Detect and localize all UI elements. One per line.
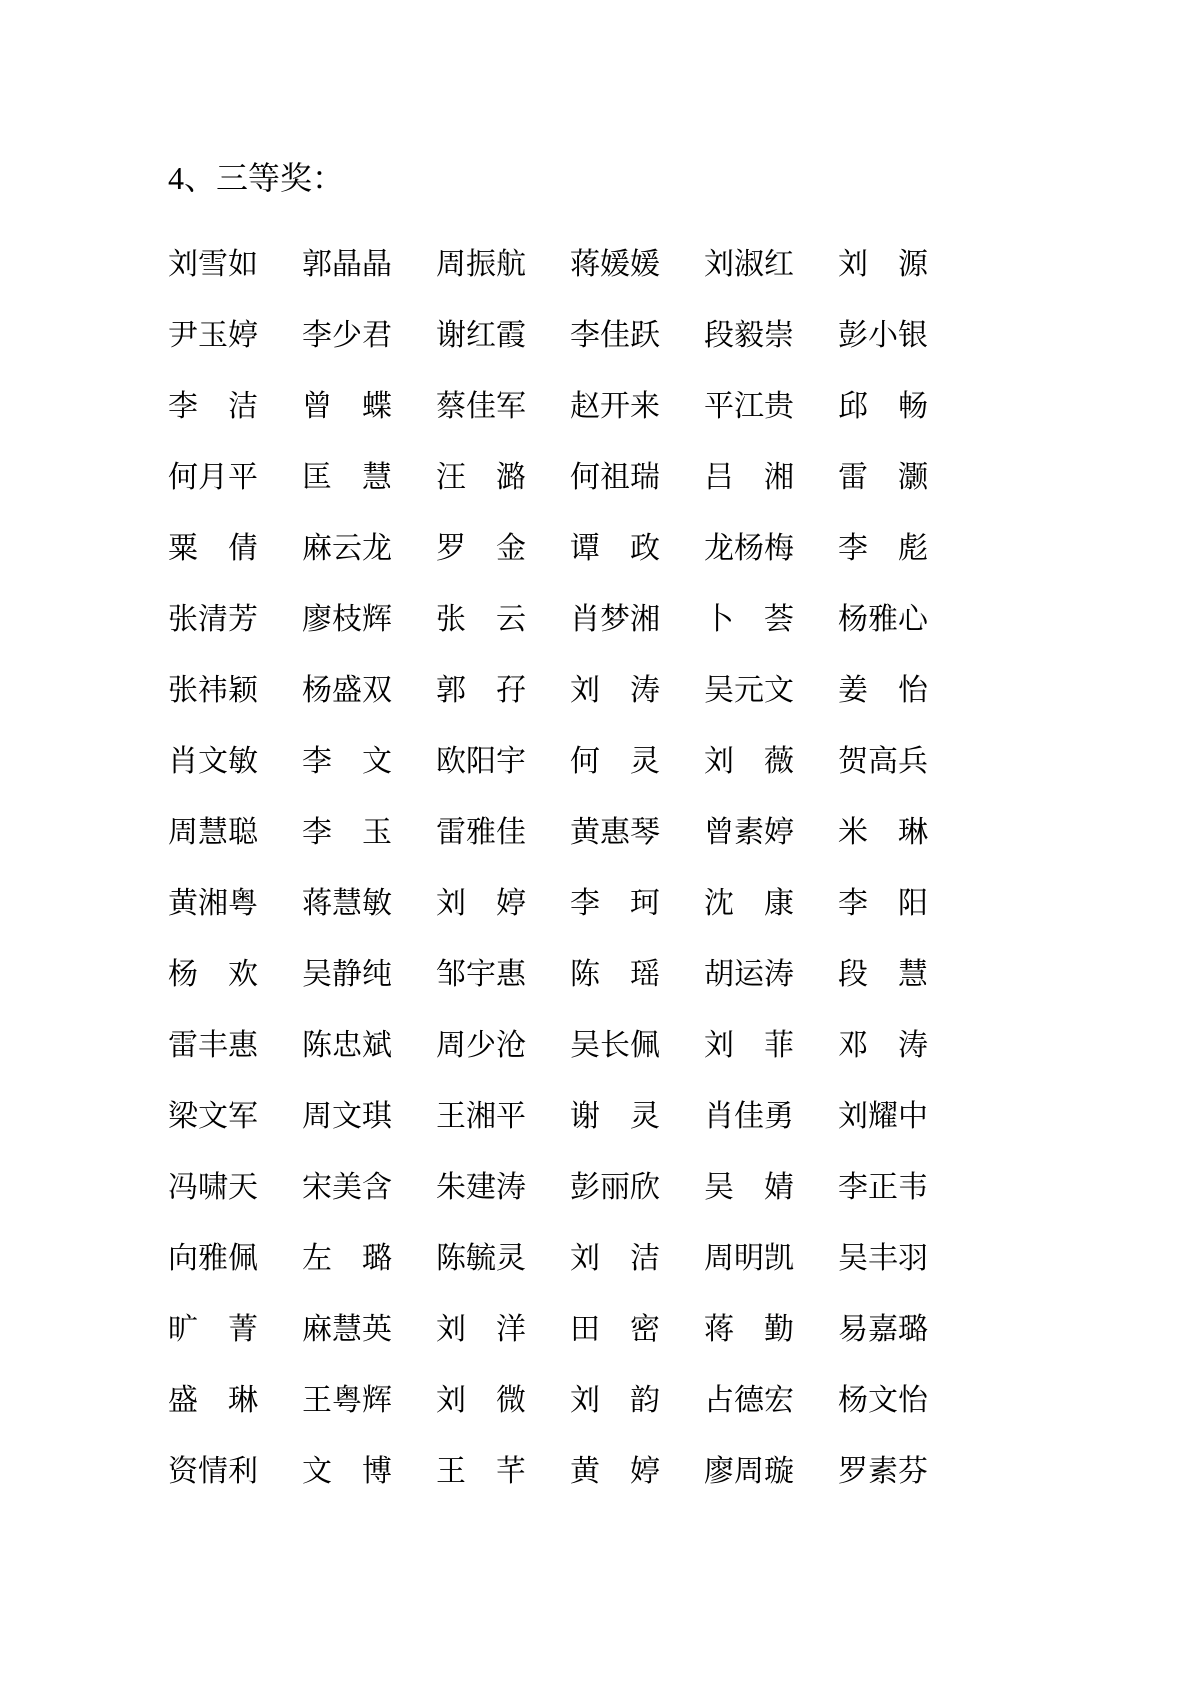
winner-name: 蒋媛媛 bbox=[570, 247, 660, 281]
section-title: 4、三等奖： bbox=[168, 160, 345, 196]
winner-name: 肖文敏 bbox=[168, 744, 258, 778]
winner-name: 刘 源 bbox=[838, 247, 928, 281]
winner-name: 陈 瑶 bbox=[570, 957, 660, 991]
winner-row bbox=[168, 296, 1091, 367]
winner-name: 吴 婧 bbox=[704, 1170, 794, 1204]
winner-name: 廖周璇 bbox=[704, 1454, 794, 1488]
winner-row bbox=[168, 225, 1091, 296]
winner-name: 李 玉 bbox=[302, 815, 392, 849]
winner-name: 吴长佩 bbox=[570, 1028, 660, 1062]
winner-name: 文 博 bbox=[302, 1454, 392, 1488]
winner-name: 廖枝辉 bbox=[302, 602, 392, 636]
winner-name: 李 文 bbox=[302, 744, 392, 778]
winner-name: 刘淑红 bbox=[704, 247, 794, 281]
winner-name: 刘 菲 bbox=[704, 1028, 794, 1062]
winner-row bbox=[168, 509, 1091, 580]
winner-row bbox=[168, 367, 1091, 438]
winner-name: 尹玉婷 bbox=[168, 318, 258, 352]
winner-name: 吴静纯 bbox=[302, 957, 392, 991]
winner-name: 麻云龙 bbox=[302, 531, 392, 565]
winner-name: 刘 洋 bbox=[436, 1312, 526, 1346]
winner-row bbox=[168, 1148, 1091, 1219]
winner-name: 杨 欢 bbox=[168, 957, 258, 991]
winner-row bbox=[168, 1219, 1091, 1290]
winner-row bbox=[168, 935, 1091, 1006]
winner-row bbox=[168, 438, 1091, 509]
winner-name: 李少君 bbox=[302, 318, 392, 352]
winner-name: 米 琳 bbox=[838, 815, 928, 849]
winner-name: 黄湘粤 bbox=[168, 886, 258, 920]
winner-row bbox=[168, 580, 1091, 651]
winner-name: 王粤辉 bbox=[302, 1383, 392, 1417]
winner-name: 曾 蝶 bbox=[302, 389, 392, 423]
winner-name: 郭 孖 bbox=[436, 673, 526, 707]
winner-name: 李 珂 bbox=[570, 886, 660, 920]
winner-name: 邱 畅 bbox=[838, 389, 928, 423]
winner-name: 谭 政 bbox=[570, 531, 660, 565]
winner-row bbox=[168, 651, 1091, 722]
winner-name: 占德宏 bbox=[704, 1383, 794, 1417]
winner-name: 王湘平 bbox=[436, 1099, 526, 1133]
winner-name: 郭晶晶 bbox=[302, 247, 392, 281]
winner-name: 李佳跃 bbox=[570, 318, 660, 352]
winner-name: 何 灵 bbox=[570, 744, 660, 778]
winner-name: 杨文怡 bbox=[838, 1383, 928, 1417]
winner-name: 李 洁 bbox=[168, 389, 258, 423]
winner-name: 姜 怡 bbox=[838, 673, 928, 707]
winner-name: 何月平 bbox=[168, 460, 258, 494]
winner-name: 蔡佳军 bbox=[436, 389, 526, 423]
winner-name: 刘 微 bbox=[436, 1383, 526, 1417]
winner-name: 刘 薇 bbox=[704, 744, 794, 778]
winner-name: 胡运涛 bbox=[704, 957, 794, 991]
winner-list bbox=[168, 225, 1091, 1503]
winner-name: 刘 洁 bbox=[570, 1241, 660, 1275]
winner-name: 谢红霞 bbox=[436, 318, 526, 352]
winner-name: 平江贵 bbox=[704, 389, 794, 423]
winner-row bbox=[168, 864, 1091, 935]
winner-name: 杨盛双 bbox=[302, 673, 392, 707]
winner-name: 沈 康 bbox=[704, 886, 794, 920]
winner-name: 蒋慧敏 bbox=[302, 886, 392, 920]
winner-name: 易嘉璐 bbox=[838, 1312, 928, 1346]
winner-name: 吴丰羽 bbox=[838, 1241, 928, 1275]
winner-row bbox=[168, 722, 1091, 793]
winner-name: 周少沧 bbox=[436, 1028, 526, 1062]
winner-row bbox=[168, 793, 1091, 864]
winner-name: 雷丰惠 bbox=[168, 1028, 258, 1062]
winner-name: 雷雅佳 bbox=[436, 815, 526, 849]
winner-name: 段 慧 bbox=[838, 957, 928, 991]
winner-name: 肖梦湘 bbox=[570, 602, 660, 636]
winner-name: 黄惠琴 bbox=[570, 815, 660, 849]
winner-name: 肖佳勇 bbox=[704, 1099, 794, 1133]
winner-name: 邓 涛 bbox=[838, 1028, 928, 1062]
winner-name: 赵开来 bbox=[570, 389, 660, 423]
winner-name: 蒋 勤 bbox=[704, 1312, 794, 1346]
winner-name: 邹宇惠 bbox=[436, 957, 526, 991]
winner-name: 曾素婷 bbox=[704, 815, 794, 849]
winner-row bbox=[168, 1361, 1091, 1432]
winner-name: 李 彪 bbox=[838, 531, 928, 565]
winner-name: 朱建涛 bbox=[436, 1170, 526, 1204]
winner-name: 张祎颖 bbox=[168, 673, 258, 707]
winner-name: 周振航 bbox=[436, 247, 526, 281]
winner-name: 李 阳 bbox=[838, 886, 928, 920]
winner-row bbox=[168, 1077, 1091, 1148]
winner-name: 冯啸天 bbox=[168, 1170, 258, 1204]
winner-name: 资情利 bbox=[168, 1454, 258, 1488]
winner-name: 旷 菁 bbox=[168, 1312, 258, 1346]
winner-name: 汪 潞 bbox=[436, 460, 526, 494]
winner-name: 段毅崇 bbox=[704, 318, 794, 352]
winner-name: 龙杨梅 bbox=[704, 531, 794, 565]
winner-name: 卜 荟 bbox=[704, 602, 794, 636]
winner-name: 吴元文 bbox=[704, 673, 794, 707]
winner-name: 刘雪如 bbox=[168, 247, 258, 281]
winner-name: 何祖瑞 bbox=[570, 460, 660, 494]
winner-row bbox=[168, 1290, 1091, 1361]
winner-name: 周明凯 bbox=[704, 1241, 794, 1275]
winner-name: 粟 倩 bbox=[168, 531, 258, 565]
winner-name: 周慧聪 bbox=[168, 815, 258, 849]
winner-name: 刘 婷 bbox=[436, 886, 526, 920]
winner-row bbox=[168, 1432, 1091, 1503]
winner-name: 匡 慧 bbox=[302, 460, 392, 494]
winner-name: 王 芊 bbox=[436, 1454, 526, 1488]
winner-name: 周文琪 bbox=[302, 1099, 392, 1133]
winner-name: 刘 涛 bbox=[570, 673, 660, 707]
winner-name: 罗 金 bbox=[436, 531, 526, 565]
winner-name: 雷 灏 bbox=[838, 460, 928, 494]
winner-name: 吕 湘 bbox=[704, 460, 794, 494]
winner-name: 陈毓灵 bbox=[436, 1241, 526, 1275]
winner-name: 向雅佩 bbox=[168, 1241, 258, 1275]
winner-name: 陈忠斌 bbox=[302, 1028, 392, 1062]
winner-name: 彭小银 bbox=[838, 318, 928, 352]
winner-name: 黄 婷 bbox=[570, 1454, 660, 1488]
winner-name: 欧阳宇 bbox=[436, 744, 526, 778]
winner-name: 盛 琳 bbox=[168, 1383, 258, 1417]
winner-name: 张 云 bbox=[436, 602, 526, 636]
winner-name: 梁文军 bbox=[168, 1099, 258, 1133]
winner-name: 左 璐 bbox=[302, 1241, 392, 1275]
winner-name: 刘耀中 bbox=[838, 1099, 928, 1133]
winner-name: 杨雅心 bbox=[838, 602, 928, 636]
winner-name: 李正韦 bbox=[838, 1170, 928, 1204]
winner-name: 刘 韵 bbox=[570, 1383, 660, 1417]
winner-name: 彭丽欣 bbox=[570, 1170, 660, 1204]
winner-name: 麻慧英 bbox=[302, 1312, 392, 1346]
winner-name: 贺高兵 bbox=[838, 744, 928, 778]
winner-name: 张清芳 bbox=[168, 602, 258, 636]
winner-name: 田 密 bbox=[570, 1312, 660, 1346]
winner-name: 谢 灵 bbox=[570, 1099, 660, 1133]
winner-row bbox=[168, 1006, 1091, 1077]
winner-name: 宋美含 bbox=[302, 1170, 392, 1204]
winner-name: 罗素芬 bbox=[838, 1454, 928, 1488]
